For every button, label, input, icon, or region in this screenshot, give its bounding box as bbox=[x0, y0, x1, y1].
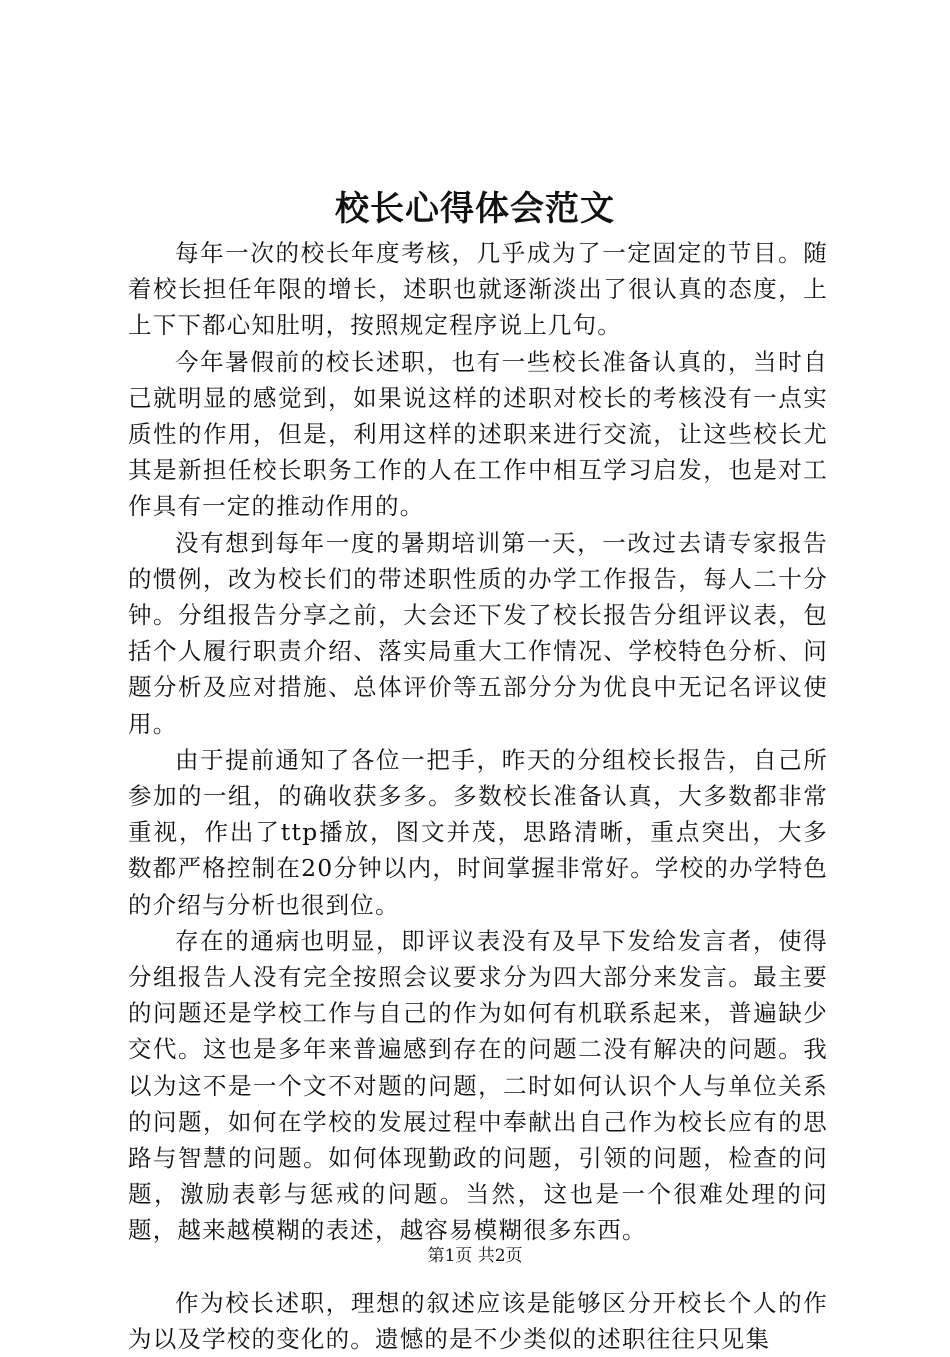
paragraph-4: 由于提前通知了各位一把手，昨天的分组校长报告，自己所参加的一组，的确收获多多。多数校长准备认真，大多数都非常重视，作出了ttp播放，图文并茂，思路清晰，重点突出，大多数都严格控制在20分钟以内，时间掌握非常好。学校的办学特色的介绍与分析也很到位。 bbox=[128, 745, 828, 919]
paragraph-6: 作为校长述职，理想的叙述应该是能够区分开校长个人的作为以及学校的变化的。遗憾的是不少类似的述职往往只见集 bbox=[128, 1288, 828, 1353]
paragraph-1: 每年一次的校长年度考核，几乎成为了一定固定的节目。随着校长担任年限的增长，述职也就逐渐淡出了很认真的态度，上上下下都心知肚明，按照规定程序说上几句。 bbox=[128, 239, 828, 340]
page-number-footer: 第1页 共2页 bbox=[427, 1246, 523, 1266]
paragraph-2: 今年暑假前的校长述职，也有一些校长准备认真的，当时自己就明显的感觉到，如果说这样的述职对校长的考核没有一点实质性的作用，但是，利用这样的述职来进行交流，让这些校长尤其是新担任校长职务工作的人在工作中相互学习启发，也是对工作具有一定的推动作用的。 bbox=[128, 347, 828, 521]
document-title: 校长心得体会范文 bbox=[335, 189, 615, 229]
document-body bbox=[128, 235, 828, 1357]
paragraph-5: 存在的通病也明显，即评议表没有及早下发给发言者，使得分组报告人没有完全按照会议要求分为四大部分来发言。最主要的问题还是学校工作与自己的作为如何有机联系起来，普遍缺少交代。这也是多年来普遍感到存在的问题二没有解决的问题。我以为这不是一个文不对题的问题，二时如何认识个人与单位关系的问题，如何在学校的发展过程中奉献出自己作为校长应有的思路与智慧的问题。如何体现勤政的问题，引领的问题，检查的问题，激励表彰与惩戒的问题。当然，这也是一个很难处理的问题，越来越模糊的表述，越容易模糊很多东西。 bbox=[128, 926, 828, 1245]
paragraph-3: 没有想到每年一度的暑期培训第一天，一改过去请专家报告的惯例，改为校长们的带述职性质的办学工作报告，每人二十分钟。分组报告分享之前，大会还下发了校长报告分组评议表，包括个人履行职责介绍、落实局重大工作情况、学校特色分析、问题分析及应对措施、总体评价等五部分分为优良中无记名评议使用。 bbox=[128, 528, 828, 738]
